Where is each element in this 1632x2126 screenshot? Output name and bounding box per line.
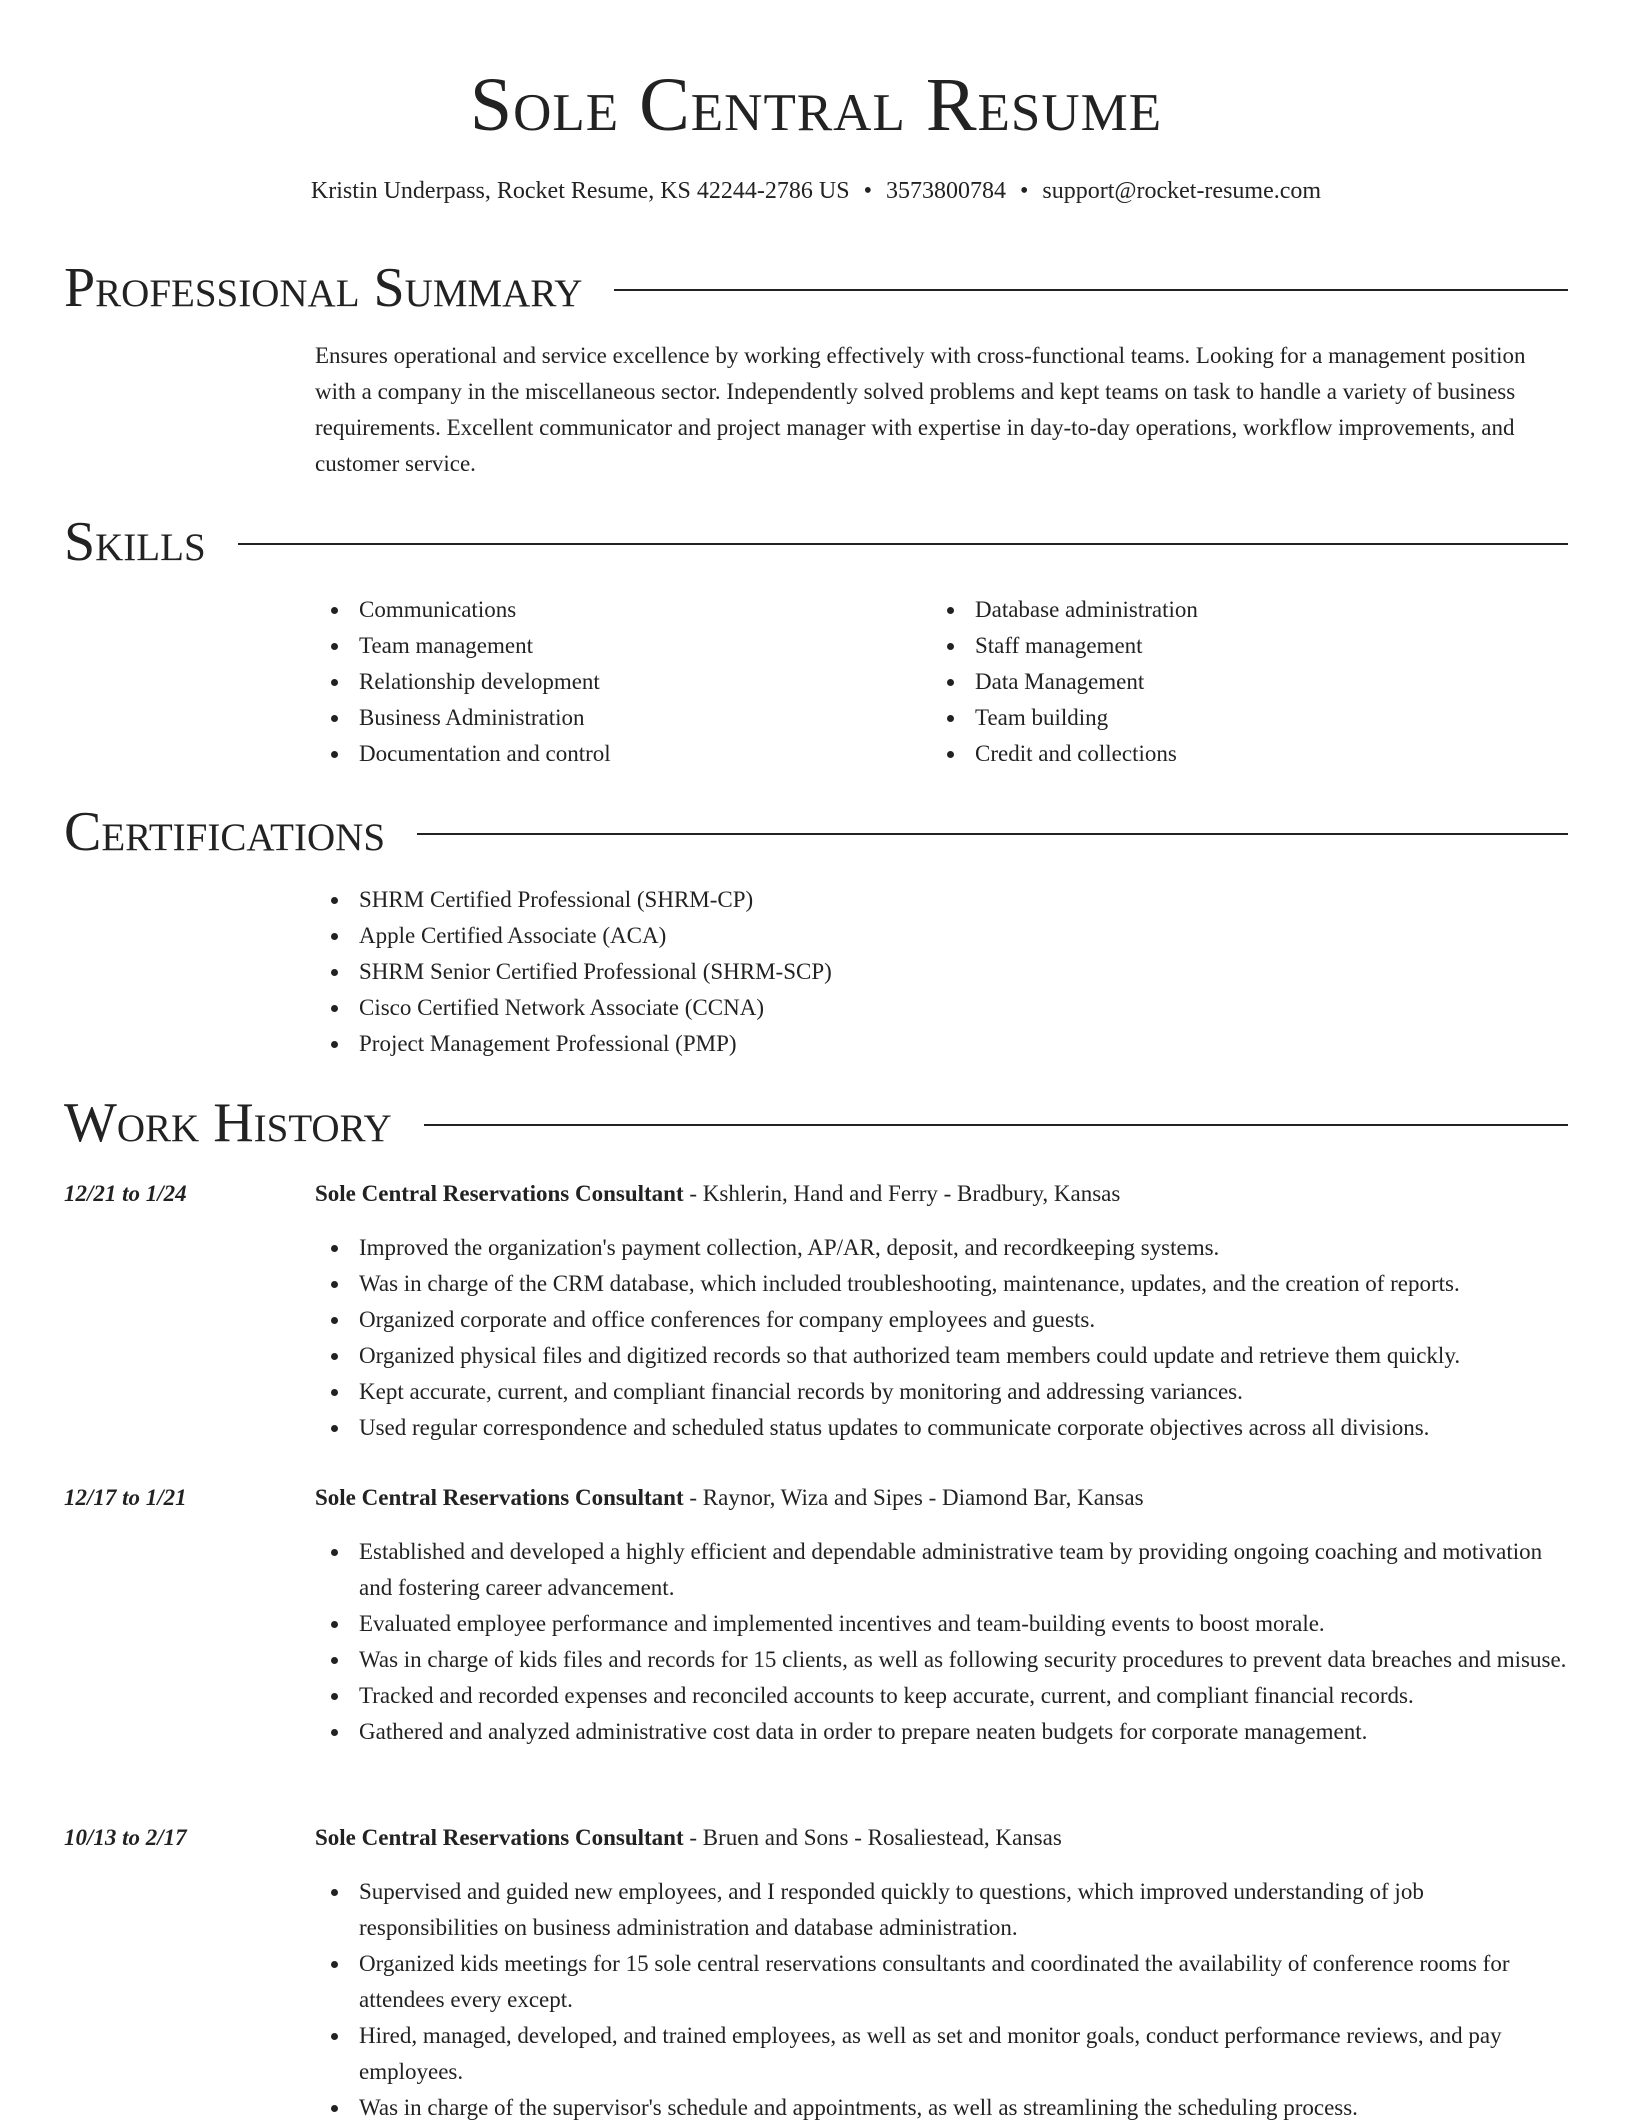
- job-duty-item: Organized corporate and office conferences for company employees and guests.: [315, 1302, 1568, 1338]
- section-skills-heading: [64, 512, 1568, 572]
- certification-item: Project Management Professional (PMP): [315, 1026, 1568, 1062]
- skill-item: Documentation and control: [315, 736, 915, 772]
- job-duty-item: Supervised and guided new employees, and I responded quickly to questions, which improved understanding of job responsibilities on business administration and database administration.: [315, 1874, 1568, 1946]
- job-duty-item: Tracked and recorded expenses and reconciled accounts to keep accurate, current, and compliant financial records.: [315, 1678, 1568, 1714]
- job-duty-item: Organized kids meetings for 15 sole central reservations consultants and coordinated the availability of conference rooms for attendees every except.: [315, 1946, 1568, 2018]
- contact-separator: •: [863, 178, 872, 204]
- skills-list-left: [315, 592, 915, 772]
- job-duty-item: Was in charge of the supervisor's schedule and appointments, as well as streamlining the scheduling process.: [315, 2090, 1568, 2126]
- job-employer: - Bruen and Sons - Rosaliestead, Kansas: [683, 1825, 1062, 1850]
- contact-separator: •: [1019, 178, 1029, 204]
- job-duty-item: Improved the organization's payment collection, AP/AR, deposit, and recordkeeping systems.: [315, 1230, 1568, 1266]
- job-dates: 12/21 to 1/24: [64, 1181, 187, 1206]
- skill-item: Credit and collections: [931, 736, 1531, 772]
- skill-item: Relationship development: [315, 664, 915, 700]
- section-work-heading: [64, 1093, 1568, 1153]
- section-divider: [424, 1124, 1568, 1126]
- job-title-line: [315, 1820, 1568, 1856]
- section-certifications-heading: [64, 802, 1568, 862]
- section-divider: [614, 289, 1568, 291]
- certification-item: SHRM Certified Professional (SHRM-CP): [315, 882, 1568, 918]
- job-duty-item: Organized physical files and digitized records so that authorized team members could update and retrieve them quickly.: [315, 1338, 1568, 1374]
- job-role: Sole Central Reservations Consultant: [315, 1485, 684, 1510]
- contact-email: support@rocket-resume.com: [1042, 178, 1322, 204]
- contact-line: [0, 176, 1632, 206]
- job-entry: [64, 1820, 1568, 2126]
- skill-item: Communications: [315, 592, 915, 628]
- job-duty-item: Gathered and analyzed administrative cost data in order to prepare neaten budgets for corporate management.: [315, 1714, 1568, 1750]
- job-role: Sole Central Reservations Consultant: [315, 1825, 684, 1850]
- job-duty-item: Evaluated employee performance and implemented incentives and team-building events to boost morale.: [315, 1606, 1568, 1642]
- skill-item: Data Management: [931, 664, 1531, 700]
- contact-address: Kristin Underpass, Rocket Resume, KS 42244-2786 US: [310, 178, 850, 204]
- skills-list-right: [931, 592, 1531, 772]
- job-title-line: [315, 1480, 1568, 1516]
- job-duty-item: Was in charge of kids files and records for 15 clients, as well as following security procedures to prevent data breaches and misuse.: [315, 1642, 1568, 1678]
- certification-item: Cisco Certified Network Associate (CCNA): [315, 990, 1568, 1026]
- job-duties: [315, 1534, 1568, 1750]
- job-duties: [315, 1230, 1568, 1446]
- job-dates: 10/13 to 2/17: [64, 1825, 187, 1850]
- job-duty-item: Kept accurate, current, and compliant financial records by monitoring and addressing variances.: [315, 1374, 1568, 1410]
- job-role: Sole Central Reservations Consultant: [315, 1181, 684, 1206]
- section-title: Certifications: [64, 801, 386, 863]
- skill-item: Team building: [931, 700, 1531, 736]
- job-duty-item: Established and developed a highly efficient and dependable administrative team by providing ongoing coaching and motivation and fostering career advancement.: [315, 1534, 1568, 1606]
- certification-item: SHRM Senior Certified Professional (SHRM-SCP): [315, 954, 1568, 990]
- job-duty-item: Hired, managed, developed, and trained employees, as well as set and monitor goals, conduct performance reviews, and pay employees.: [315, 2018, 1568, 2090]
- skill-item: Database administration: [931, 592, 1531, 628]
- summary-text: Ensures operational and service excellence by working effectively with cross-functional teams. Looking for a management position with a company in the miscellaneous sector. Independently solved problems and kept teams on task to handle a variety of business requirements. Excellent communicator and project manager with expertise in day-to-day operations, workflow improvements, and customer service.: [315, 343, 1526, 476]
- resume-name: Sole Central Resume: [469, 63, 1163, 147]
- section-divider: [417, 833, 1568, 835]
- job-duty-item: Was in charge of the CRM database, which included troubleshooting, maintenance, updates, and the creation of reports.: [315, 1266, 1568, 1302]
- job-dates: 12/17 to 1/21: [64, 1485, 187, 1510]
- contact-phone: 3573800784: [885, 178, 1006, 204]
- job-title-line: [315, 1176, 1568, 1212]
- section-title: Work History: [64, 1092, 392, 1154]
- section-title: Professional Summary: [64, 257, 583, 319]
- skill-item: Business Administration: [315, 700, 915, 736]
- job-duties: [315, 1874, 1568, 2126]
- certifications-list: [315, 882, 1568, 1062]
- section-title: Skills: [64, 511, 206, 573]
- section-divider: [238, 543, 1568, 545]
- job-employer: - Kshlerin, Hand and Ferry - Bradbury, Kansas: [683, 1181, 1121, 1206]
- job-entry: [64, 1176, 1568, 1446]
- section-summary-heading: [64, 258, 1568, 318]
- skill-item: Team management: [315, 628, 915, 664]
- job-entry: [64, 1480, 1568, 1750]
- job-employer: - Raynor, Wiza and Sipes - Diamond Bar, Kansas: [683, 1485, 1144, 1510]
- job-duty-item: Used regular correspondence and scheduled status updates to communicate corporate objectives across all divisions.: [315, 1410, 1568, 1446]
- skill-item: Staff management: [931, 628, 1531, 664]
- certification-item: Apple Certified Associate (ACA): [315, 918, 1568, 954]
